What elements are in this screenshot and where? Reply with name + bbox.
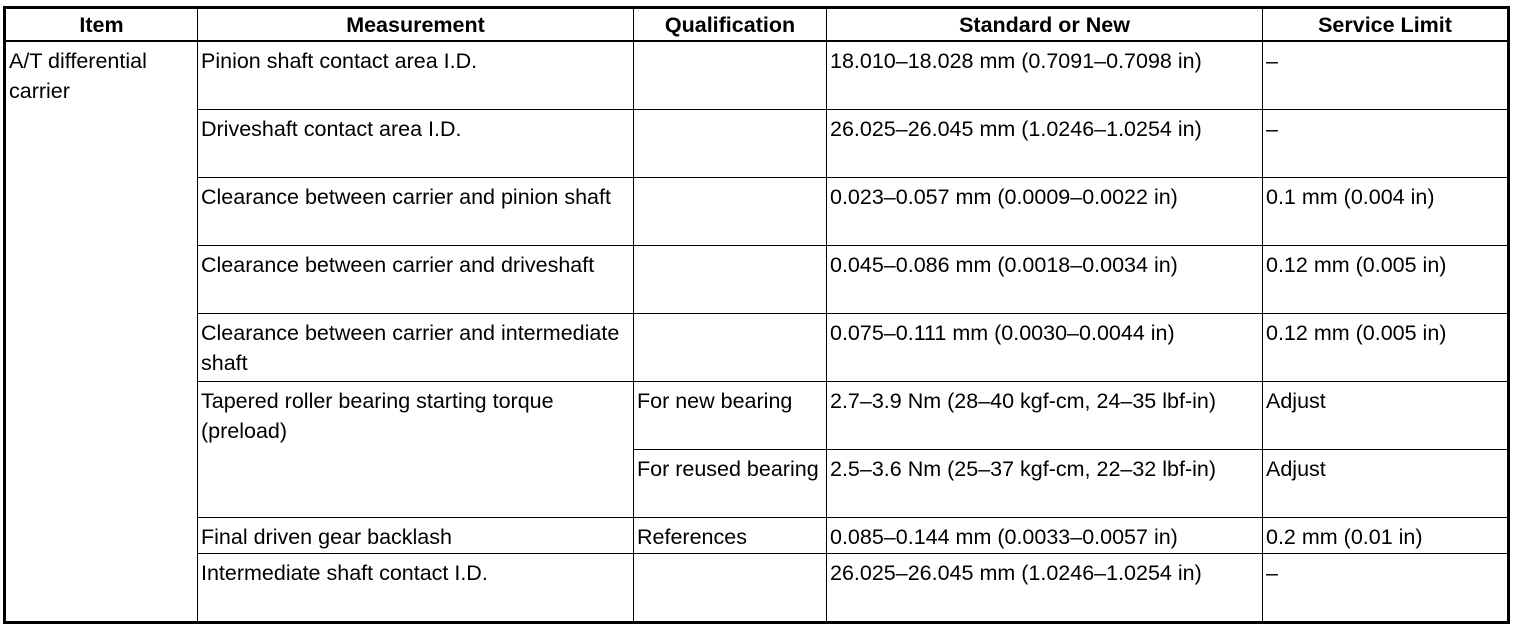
specifications-table	[3, 6, 1510, 624]
measurement-cell: Clearance between carrier and pinion shaft	[198, 178, 634, 246]
item-cell: A/T differential carrier	[5, 41, 198, 623]
standard-cell: 26.025–26.045 mm (1.0246–1.0254 in)	[827, 110, 1263, 178]
limit-cell: 0.2 mm (0.01 in)	[1263, 518, 1509, 554]
table-row	[5, 246, 1509, 314]
qualification-cell	[634, 246, 827, 314]
limit-cell: –	[1263, 110, 1509, 178]
limit-cell: 0.1 mm (0.004 in)	[1263, 178, 1509, 246]
standard-cell: 2.5–3.6 Nm (25–37 kgf-cm, 22–32 lbf-in)	[827, 450, 1263, 518]
qualification-cell	[634, 110, 827, 178]
limit-cell: –	[1263, 41, 1509, 110]
standard-cell: 26.025–26.045 mm (1.0246–1.0254 in)	[827, 554, 1263, 623]
table-row	[5, 314, 1509, 382]
qualification-cell	[634, 314, 827, 382]
measurement-cell: Clearance between carrier and driveshaft	[198, 246, 634, 314]
table-row	[5, 554, 1509, 623]
measurement-cell: Tapered roller bearing starting torque (preload)	[198, 382, 634, 518]
qualification-cell	[634, 554, 827, 623]
header-qualification: Qualification	[634, 8, 827, 42]
qualification-cell	[634, 41, 827, 110]
table-row	[5, 178, 1509, 246]
table-row	[5, 110, 1509, 178]
table-row	[5, 382, 1509, 450]
measurement-cell: Final driven gear backlash	[198, 518, 634, 554]
standard-cell: 0.075–0.111 mm (0.0030–0.0044 in)	[827, 314, 1263, 382]
limit-cell: 0.12 mm (0.005 in)	[1263, 314, 1509, 382]
qualification-cell: For reused bearing	[634, 450, 827, 518]
limit-cell: Adjust	[1263, 450, 1509, 518]
header-row	[5, 8, 1509, 42]
limit-cell: 0.12 mm (0.005 in)	[1263, 246, 1509, 314]
qualification-cell	[634, 178, 827, 246]
header-service-limit: Service Limit	[1263, 8, 1509, 42]
qualification-cell: For new bearing	[634, 382, 827, 450]
measurement-cell: Intermediate shaft contact I.D.	[198, 554, 634, 623]
header-measurement: Measurement	[198, 8, 634, 42]
limit-cell: Adjust	[1263, 382, 1509, 450]
header-standard: Standard or New	[827, 8, 1263, 42]
limit-cell: –	[1263, 554, 1509, 623]
qualification-cell: References	[634, 518, 827, 554]
standard-cell: 0.045–0.086 mm (0.0018–0.0034 in)	[827, 246, 1263, 314]
table-row	[5, 518, 1509, 554]
standard-cell: 0.085–0.144 mm (0.0033–0.0057 in)	[827, 518, 1263, 554]
table-row	[5, 41, 1509, 110]
measurement-cell: Pinion shaft contact area I.D.	[198, 41, 634, 110]
header-item: Item	[5, 8, 198, 42]
measurement-cell: Clearance between carrier and intermediate shaft	[198, 314, 634, 382]
standard-cell: 2.7–3.9 Nm (28–40 kgf-cm, 24–35 lbf-in)	[827, 382, 1263, 450]
standard-cell: 18.010–18.028 mm (0.7091–0.7098 in)	[827, 41, 1263, 110]
standard-cell: 0.023–0.057 mm (0.0009–0.0022 in)	[827, 178, 1263, 246]
measurement-cell: Driveshaft contact area I.D.	[198, 110, 634, 178]
